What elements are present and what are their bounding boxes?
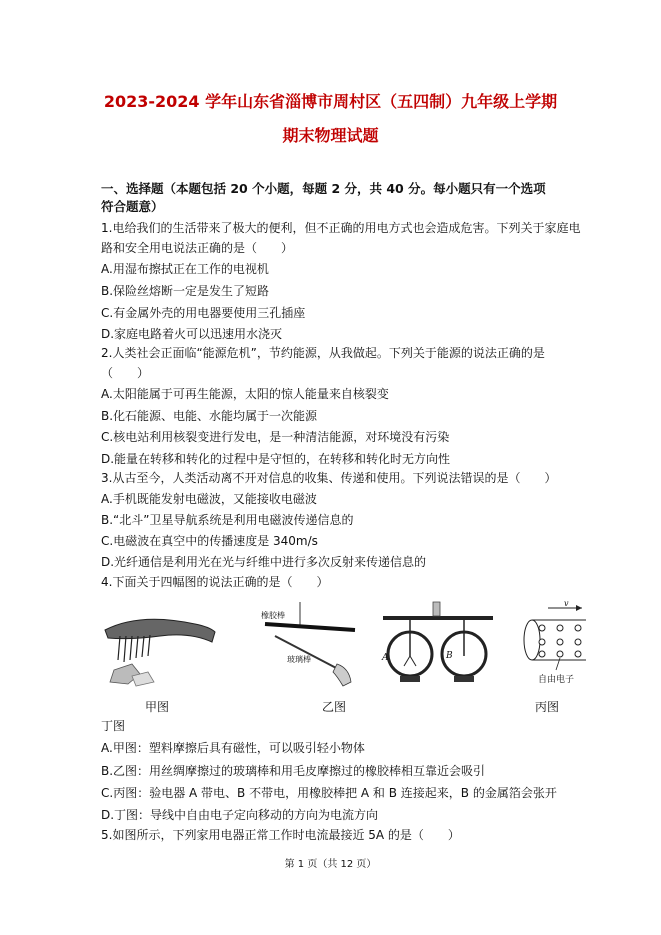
label-glass-rod: 玻璃棒 (287, 655, 311, 664)
option-line: D.丁图：导线中自由电子定向移动的方向为电流方向 (101, 808, 379, 822)
label-b: B (446, 651, 453, 661)
option-line: A.甲图：塑料摩擦后具有磁性，可以吸引轻小物体 (101, 741, 365, 755)
label-free-electron: 自由电子 (538, 675, 575, 685)
page-title-line2: 期末物理试题 (282, 126, 379, 145)
page-footer: 第 1 页（共 12 页） (284, 859, 377, 870)
figure-bing (378, 596, 498, 692)
option-line: B.乙图：用丝绸摩擦过的玻璃棒和用毛皮摩擦过的橡胶棒相互靠近会吸引 (101, 764, 486, 778)
section-heading-line2: 符合题意） (101, 199, 164, 214)
question-line: 5.如图所示，下列家用电器正常工作时电流最接近 5A 的是（ ） (101, 828, 460, 842)
figure-jia (100, 602, 220, 692)
option-line: A.手机既能发射电磁波，又能接收电磁波 (101, 492, 317, 506)
label-rubber-rod: 橡胶棒 (261, 611, 285, 620)
option-line: B.“北斗”卫星导航系统是利用电磁波传递信息的 (101, 513, 354, 527)
option-line: B.保险丝熔断一定是发生了短路 (101, 284, 270, 298)
option-line: A.用湿布擦拭正在工作的电视机 (101, 262, 269, 276)
page-title-line1: 2023-2024 学年山东省淄博市周村区（五四制）九年级上学期 (103, 92, 558, 111)
option-line: B.化石能源、电能、水能均属于一次能源 (101, 409, 318, 423)
question-line: （ ） (101, 366, 150, 380)
option-line: C.有金属外壳的用电器要使用三孔插座 (101, 306, 306, 320)
question-line: 3.从古至今，人类活动离不开对信息的收集、传递和使用。下列说法错误的是（ ） (101, 471, 557, 485)
option-line: C.电磁波在真空中的传播速度是 340m/s (101, 534, 318, 548)
caption-jia: 甲图 (145, 700, 170, 714)
option-line: C.核电站利用核裂变进行发电，是一种清洁能源，对环境没有污染 (101, 430, 450, 444)
question-line: 1.电给我们的生活带来了极大的便利，但不正确的用电方式也会造成危害。下列关于家庭电 (101, 221, 581, 235)
figure-yi (245, 602, 375, 692)
caption-bing: 丙图 (535, 700, 560, 714)
question-line: 4.下面关于四幅图的说法正确的是（ ） (101, 575, 329, 589)
label-a: A (382, 653, 389, 663)
option-line: D.能量在转移和转化的过程中是守恒的，在转移和转化时无方向性 (101, 452, 451, 466)
caption-yi: 乙图 (322, 700, 347, 714)
caption-ding: 丁图 (101, 719, 126, 733)
question-line: 路和安全用电说法正确的是（ ） (101, 241, 294, 255)
option-line: C.丙图：验电器 A 带电、B 不带电，用橡胶棒把 A 和 B 连接起来，B 的金属箔会张开 (101, 786, 557, 800)
option-line: D.家庭电路着火可以迅速用水浇灭 (101, 327, 283, 341)
option-line: D.光纤通信是利用光在光与纤维中进行多次反射来传递信息的 (101, 555, 427, 569)
question-line: 2.人类社会正面临“能源危机”，节约能源，从我做起。下列关于能源的说法正确的是 (101, 346, 545, 360)
option-line: A.太阳能属于可再生能源，太阳的惊人能量来自核裂变 (101, 387, 389, 401)
label-v: v (564, 600, 569, 608)
section-heading-line1: 一、选择题（本题包括 20 个小题，每题 2 分，共 40 分。每小题只有一个选项 (101, 181, 546, 196)
figure-ding (520, 600, 590, 692)
